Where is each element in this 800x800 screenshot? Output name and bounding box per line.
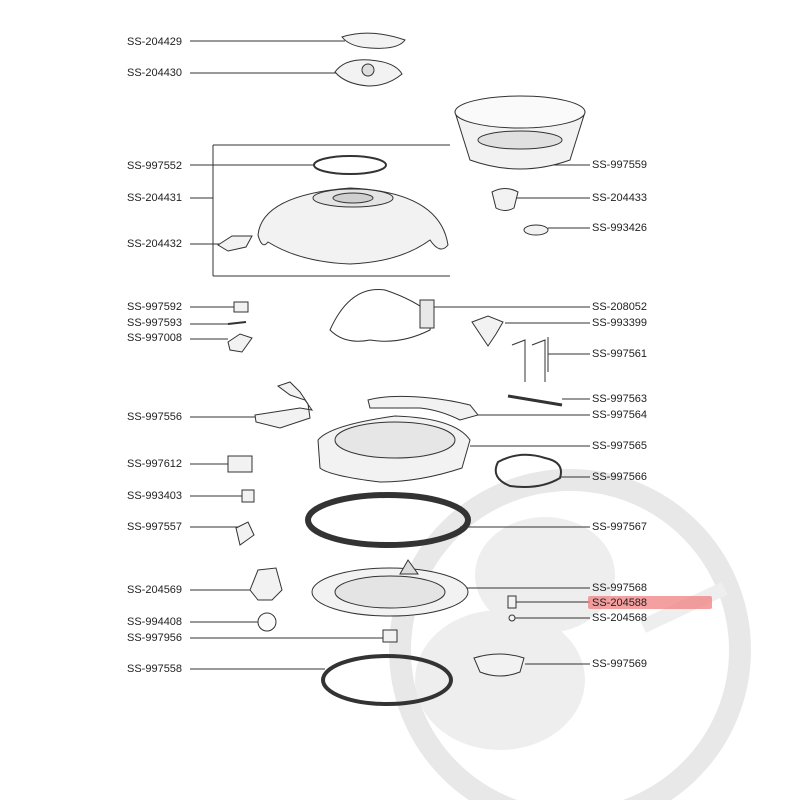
part-label[interactable]: SS-204433 — [592, 192, 648, 204]
part-label[interactable]: SS-997956 — [127, 632, 183, 644]
part-label[interactable]: SS-204430 — [127, 67, 183, 79]
part-small-gasket — [314, 156, 386, 174]
part-small-seal — [524, 225, 548, 235]
part-label[interactable]: SS-997556 — [127, 411, 183, 423]
part-ball — [258, 613, 276, 631]
part-foot — [250, 568, 282, 600]
part-label[interactable]: SS-997568 — [592, 582, 648, 594]
part-label[interactable]: SS-204429 — [127, 36, 183, 48]
part-label[interactable]: SS-997569 — [592, 658, 648, 670]
part-bushing — [383, 630, 397, 642]
part-cap — [342, 33, 405, 48]
part-sensor — [472, 316, 503, 346]
part-base-ring — [308, 495, 468, 545]
part-label[interactable]: SS-997567 — [592, 521, 648, 533]
part-label[interactable]: SS-997552 — [127, 160, 183, 172]
part-highlighted-pin — [508, 596, 516, 608]
part-switch — [228, 334, 252, 352]
part-rod — [508, 396, 562, 405]
part-steam-valve — [492, 189, 518, 211]
part-label[interactable]: SS-997565 — [592, 440, 648, 452]
part-label[interactable]: SS-993403 — [127, 490, 183, 502]
part-label[interactable]: SS-208052 — [592, 301, 648, 313]
part-springs — [512, 340, 545, 382]
part-label[interactable]: SS-997612 — [127, 458, 183, 470]
part-label[interactable]: SS-994408 — [127, 616, 183, 628]
part-clip — [234, 302, 248, 312]
part-bracket — [255, 382, 312, 428]
part-drip-tray — [474, 654, 524, 676]
part-label[interactable]: SS-204568 — [592, 612, 648, 624]
part-label[interactable]: SS-997561 — [592, 348, 648, 360]
part-lid-handle — [218, 236, 252, 251]
part-label[interactable]: SS-997592 — [127, 301, 183, 313]
part-label[interactable]: SS-997593 — [127, 317, 183, 329]
part-label[interactable]: SS-997564 — [592, 409, 648, 421]
part-button — [242, 490, 254, 502]
part-label-highlighted[interactable]: SS-204588 — [592, 597, 648, 609]
part-pin — [228, 322, 246, 324]
part-connector — [236, 522, 254, 545]
part-label[interactable]: SS-997563 — [592, 393, 648, 405]
part-label[interactable]: SS-204569 — [127, 584, 183, 596]
part-label[interactable]: SS-997558 — [127, 663, 183, 675]
part-label[interactable]: SS-204431 — [127, 192, 183, 204]
part-label[interactable]: SS-997557 — [127, 521, 183, 533]
part-wiring-harness — [330, 290, 432, 342]
part-small-washer — [509, 615, 515, 621]
part-lock-lever — [368, 396, 478, 420]
part-label[interactable]: SS-997008 — [127, 332, 183, 344]
part-label[interactable]: SS-993426 — [592, 222, 648, 234]
part-label[interactable]: SS-997559 — [592, 159, 648, 171]
watermark-kettle — [415, 517, 727, 750]
part-micro-switch — [228, 456, 252, 472]
part-label[interactable]: SS-993399 — [592, 317, 648, 329]
part-label[interactable]: SS-997566 — [592, 471, 648, 483]
part-label[interactable]: SS-204432 — [127, 238, 183, 250]
